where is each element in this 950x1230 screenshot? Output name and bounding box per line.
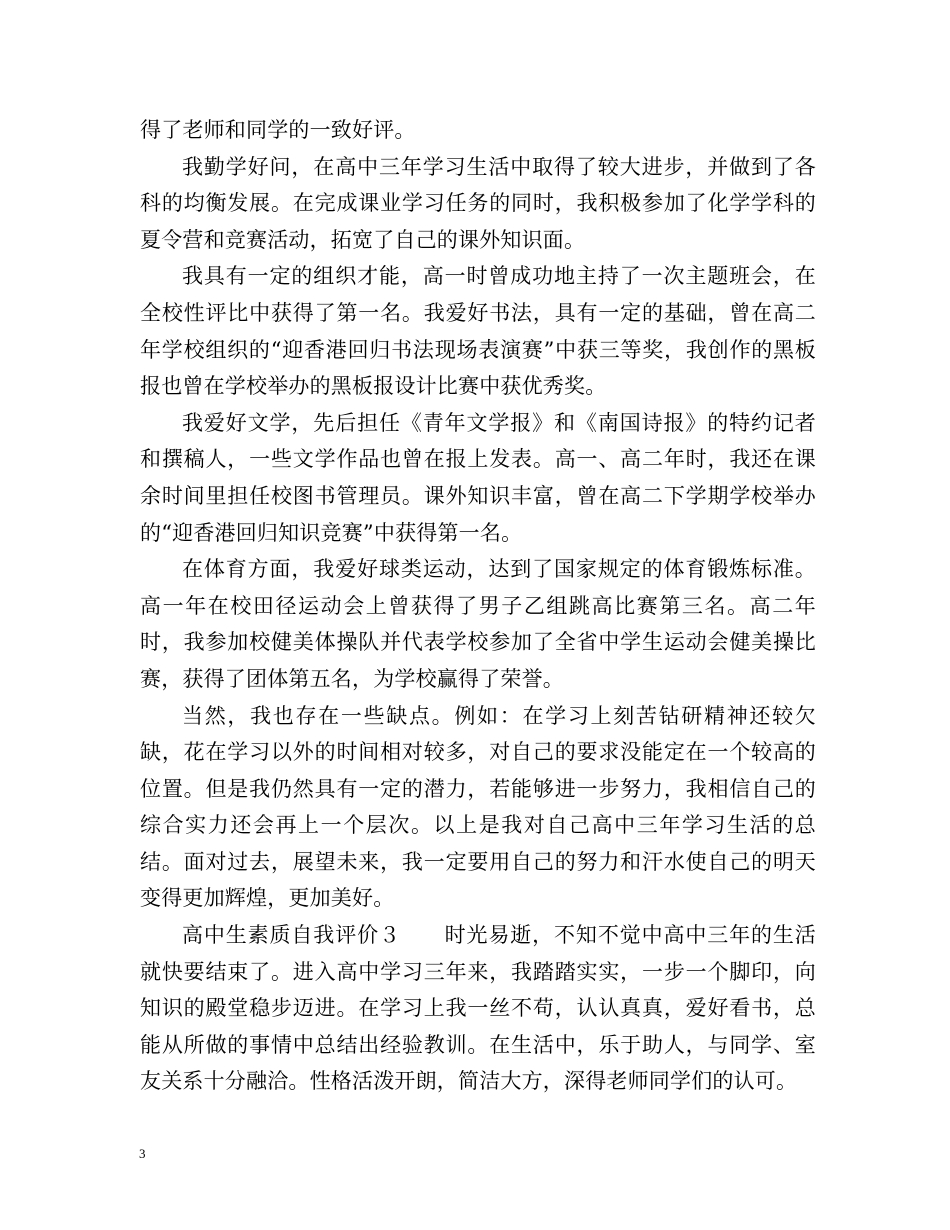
paragraph-study: 我勤学好问，在高中三年学习生活中取得了较大进步，并做到了各科的均衡发展。在完成课业学习任务的同时，我积极参加了化学学科的夏令营和竞赛活动，拓宽了自己的课外知识面。 [140, 154, 816, 252]
paragraph-self-evaluation-3: 高中生素质自我评价３ 时光易逝，不知不觉中高中三年的生活就快要结束了。进入高中学习三年来，我踏踏实实，一步一个脚印，向知识的殿堂稳步迈进。在学习上我一丝不苟，认认真真，爱好看书，总能从所做的事情中总结出经验教训。在生活中，乐于助人，与同学、室友关系十分融洽。性格活泼开朗，简洁大方，深得老师同学们的认可。 [140, 923, 816, 1094]
paragraph-sports: 在体育方面，我爱好球类运动，达到了国家规定的体育锻炼标准。高一年在校田径运动会上曾获得了男子乙组跳高比赛第三名。高二年时，我参加校健美体操队并代表学校参加了全省中学生运动会健美操比赛，获得了团体第五名，为学校赢得了荣誉。 [140, 557, 816, 691]
paragraph-continuation: 得了老师和同学的一致好评。 [140, 118, 416, 142]
paragraph-shortcomings: 当然，我也存在一些缺点。例如：在学习上刻苦钻研精神还较欠缺，花在学习以外的时间相对较多，对自己的要求没能定在一个较高的位置。但是我仍然具有一定的潜力，若能够进一步努力，我相信自己的综合实力还会再上一个层次。以上是我对自己高中三年学习生活的总结。面对过去，展望未来，我一定要用自己的努力和汗水使自己的明天变得更加辉煌，更加美好。 [140, 703, 816, 911]
paragraph-literature: 我爱好文学，先后担任《青年文学报》和《南国诗报》的特约记者和撰稿人，一些文学作品也曾在报上发表。高一、高二年时，我还在课余时间里担任校图书管理员。课外知识丰富，曾在高二下学期学校举办的“迎香港回归知识竞赛”中获得第一名。 [140, 410, 816, 545]
paragraph-organization: 我具有一定的组织才能，高一时曾成功地主持了一次主题班会，在全校性评比中获得了第一名。我爱好书法，具有一定的基础，曾在高二年学校组织的“迎香港回归书法现场表演赛”中获三等奖，我创作的黑板报也曾在学校举办的黑板报设计比赛中获优秀奖。 [140, 264, 816, 399]
body-text [140, 112, 816, 1100]
page-number: 3 [139, 1146, 146, 1161]
